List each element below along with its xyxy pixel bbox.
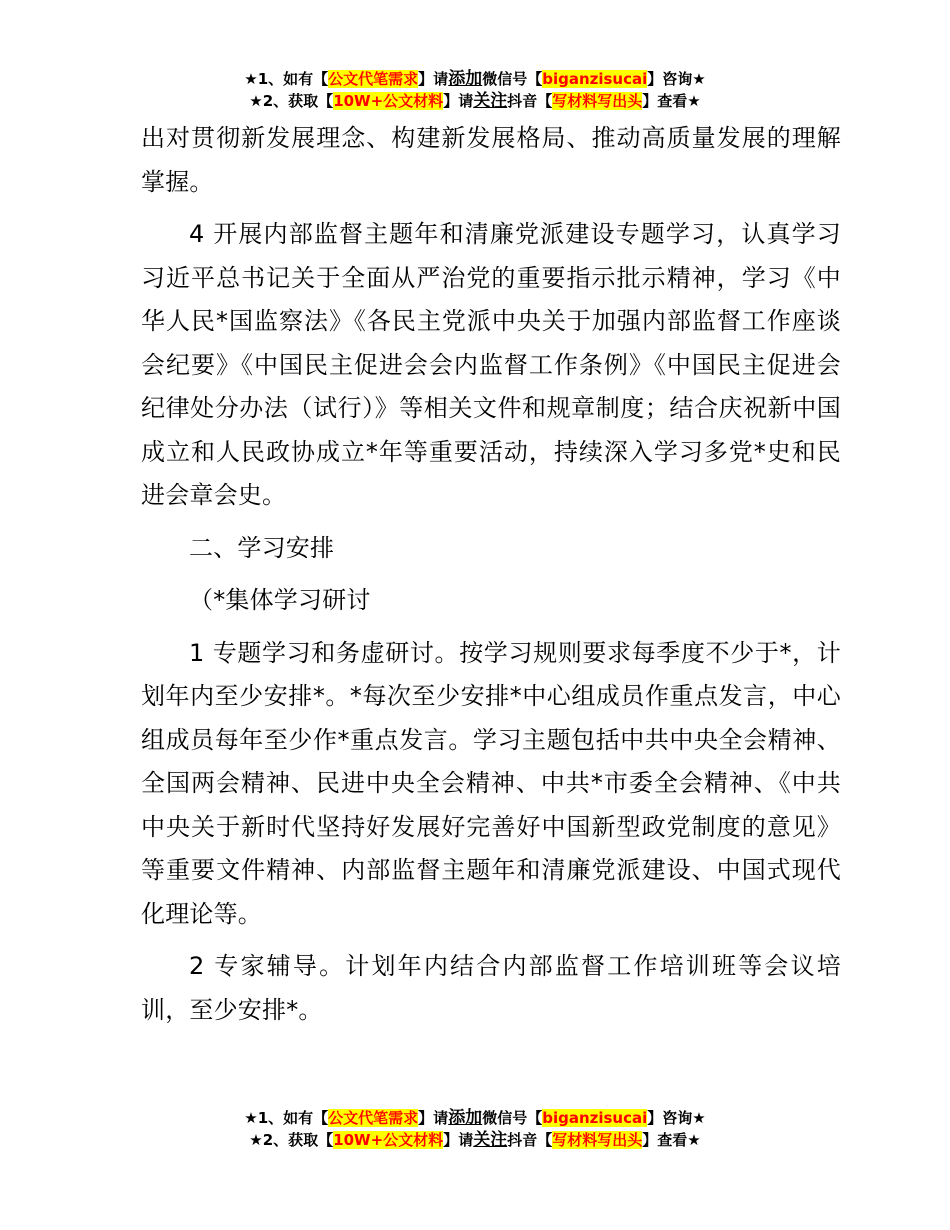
paragraph-item-4: 4 开展内部监督主题年和清廉党派建设专题学习，认真学习习近平总书记关于全面从严治党的重要指示批示精神，学习《中华人民*国监察法》《各民主党派中央关于加强内部监督工作座谈会纪要》《中国民主促进会会内监督工作条例》《中国民主促进会纪律处分办法（试行）》等相关文件和规章制度；结合庆祝新中国成立和人民政协成立*年等重要活动，持续深入学习多党*史和民进会章会史。 bbox=[141, 220, 841, 509]
promo-text: 】请 bbox=[418, 1109, 449, 1127]
paragraph-item-2: 2 专家辅导。计划年内结合内部监督工作培训班等会议培训，至少安排*。 bbox=[141, 952, 841, 1024]
promo-line-2 bbox=[0, 1129, 950, 1151]
promo-highlight-service: 公文代笔需求 bbox=[328, 70, 419, 88]
section-heading: 二、学习安排 bbox=[189, 533, 335, 562]
promo-emphasis: 添加 bbox=[448, 1108, 483, 1128]
subsection-heading: （*集体学习研讨 bbox=[189, 586, 371, 614]
promo-text: 抖音【 bbox=[507, 1131, 553, 1149]
paragraph-continuation: 出对贯彻新发展理念、构建新发展格局、推动高质量发展的理解掌握。 bbox=[141, 124, 841, 196]
promo-line-2 bbox=[0, 90, 950, 112]
promo-highlight-materials: 10W+公文材料 bbox=[333, 92, 444, 110]
promo-line-1 bbox=[0, 1107, 950, 1129]
promo-emphasis: 关注 bbox=[473, 91, 508, 111]
promo-text: 】查看★ bbox=[642, 1131, 701, 1149]
promo-emphasis: 添加 bbox=[448, 69, 483, 89]
paragraph-item-1: 1 专题学习和务虚研讨。按学习规则要求每季度不少于*，计划年内至少安排*。*每次至少安排*中心组成员作重点发言，中心组成员每年至少作*重点发言。学习主题包括中共中央全会精神、全国两会精神、民进中央全会精神、中共*市委全会精神、《中共中央关于新时代坚持好发展好完善好中国新型政党制度的意见》等重要文件精神、内部监督主题年和清廉党派建设、中国式现代化理论等。 bbox=[141, 638, 841, 928]
promo-text: ★2、获取【 bbox=[249, 1131, 334, 1149]
promo-emphasis: 关注 bbox=[473, 1130, 508, 1150]
promo-text: 】请 bbox=[443, 92, 474, 110]
promo-highlight-wechat-id: biganzisucai bbox=[542, 1109, 648, 1127]
promo-text: 】请 bbox=[418, 70, 449, 88]
promo-banner-bottom bbox=[0, 1107, 950, 1151]
promo-banner-top bbox=[0, 68, 950, 112]
promo-text: 微信号【 bbox=[482, 1109, 543, 1127]
promo-text: 抖音【 bbox=[507, 92, 553, 110]
promo-text: 】查看★ bbox=[642, 92, 701, 110]
promo-highlight-douyin-id: 写材料写出头 bbox=[552, 1131, 643, 1149]
promo-text: 】请 bbox=[443, 1131, 474, 1149]
promo-text: 】咨询★ bbox=[647, 1109, 706, 1127]
promo-text: ★1、如有【 bbox=[244, 1109, 329, 1127]
promo-highlight-materials: 10W+公文材料 bbox=[333, 1131, 444, 1149]
promo-text: 】咨询★ bbox=[647, 70, 706, 88]
promo-text: 微信号【 bbox=[482, 70, 543, 88]
promo-text: ★2、获取【 bbox=[249, 92, 334, 110]
promo-line-1 bbox=[0, 68, 950, 90]
promo-highlight-service: 公文代笔需求 bbox=[328, 1109, 419, 1127]
promo-highlight-wechat-id: biganzisucai bbox=[542, 70, 648, 88]
promo-text: ★1、如有【 bbox=[244, 70, 329, 88]
document-body bbox=[141, 117, 841, 1032]
promo-highlight-douyin-id: 写材料写出头 bbox=[552, 92, 643, 110]
